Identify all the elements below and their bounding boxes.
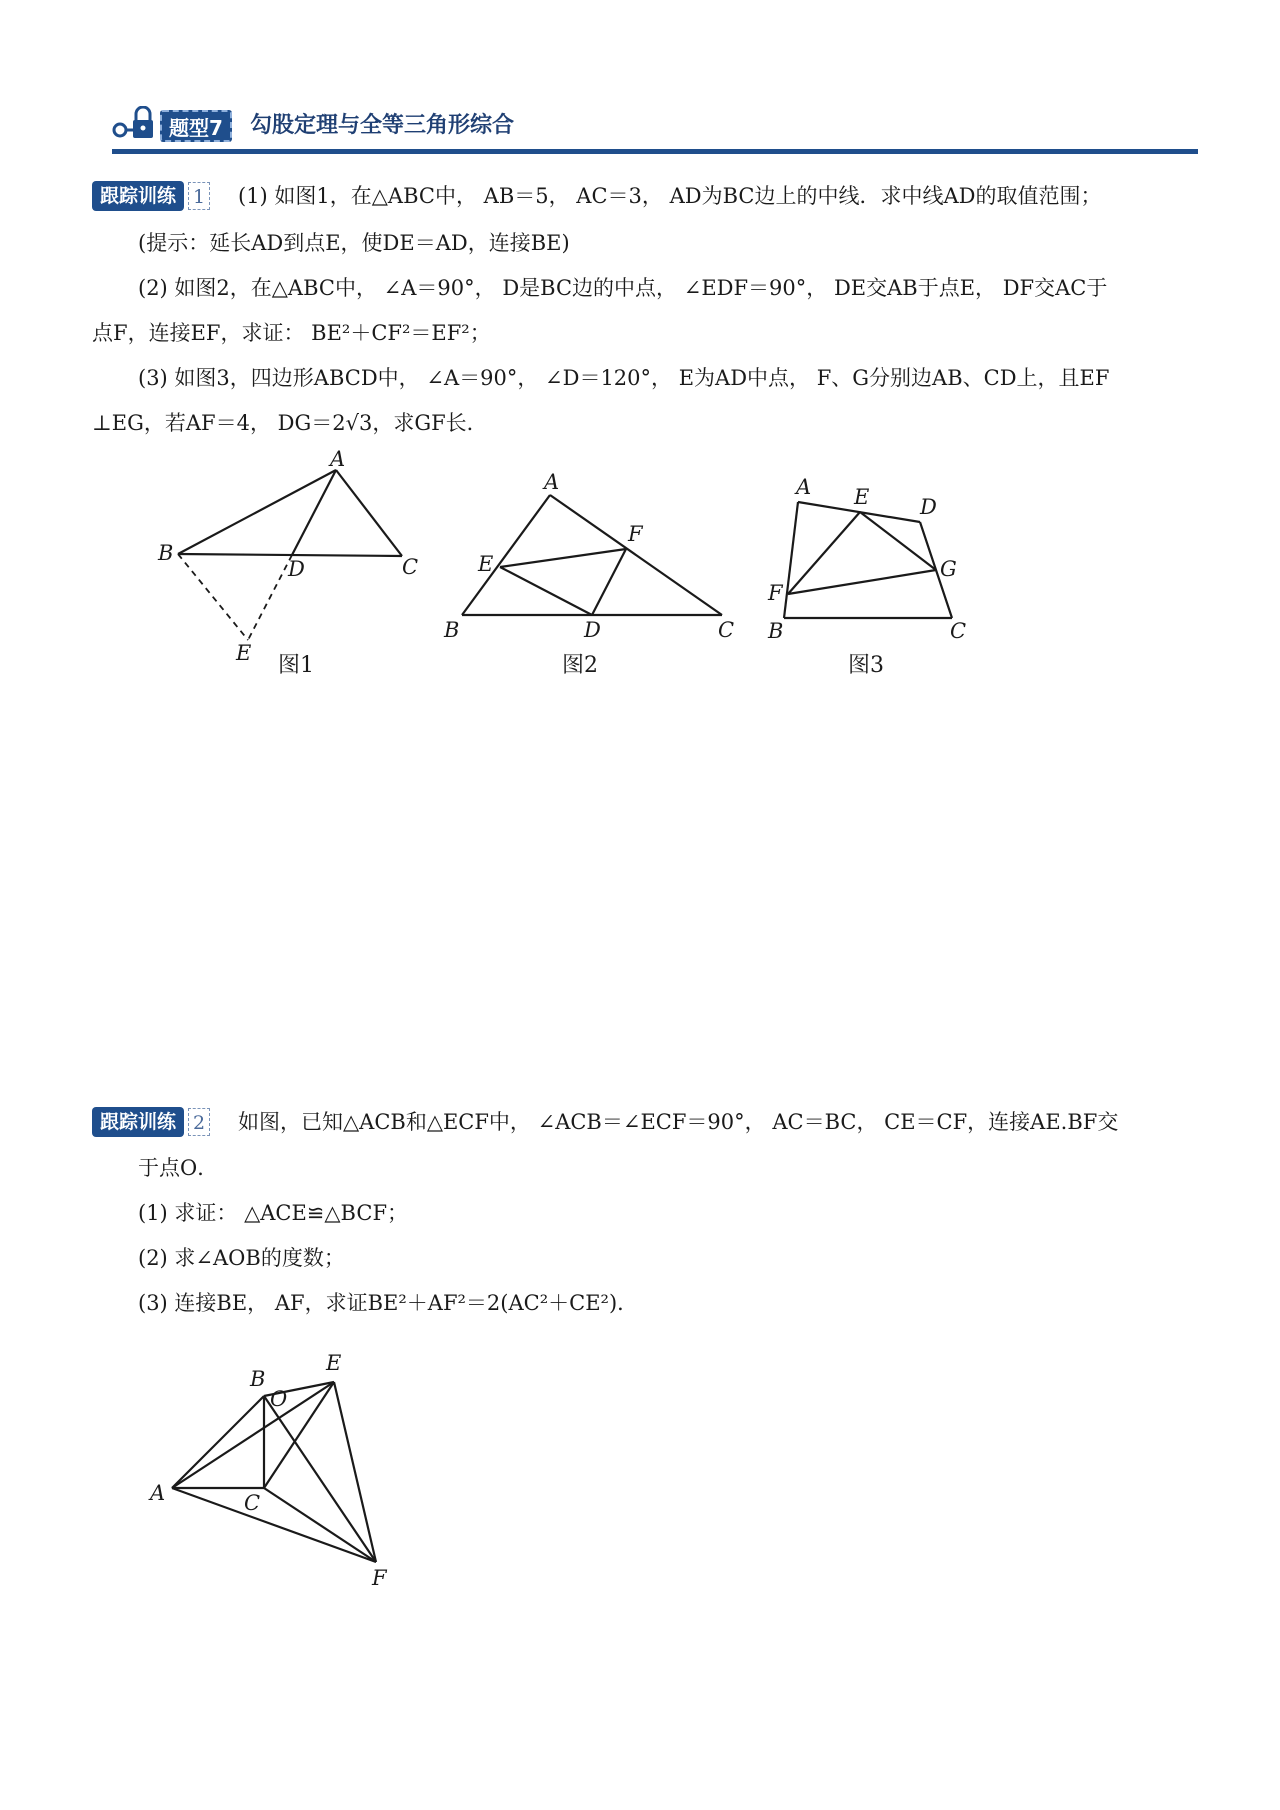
fig3-label-B: B [768, 619, 784, 643]
problem2-line-5: (3) 连接BE， AF，求证BE²＋AF²＝2(AC²＋CE²)． [138, 1291, 639, 1315]
fig1-seg-AC [336, 470, 402, 556]
fig3-label-F: F [768, 581, 783, 605]
fig2-seg-EF [500, 549, 626, 567]
figure-3-diagram [760, 470, 980, 645]
fig1-label-A: A [330, 448, 346, 471]
problem2-line-4: (2) 求∠AOB的度数； [138, 1246, 345, 1270]
fig3-label-C: C [950, 619, 967, 643]
fig3-label-D: D [920, 495, 937, 519]
fig-p2-seg-BF [264, 1396, 376, 1562]
fig1-seg-DE [248, 555, 292, 640]
lock-key-icon [112, 106, 158, 144]
figure-1-diagram [150, 448, 430, 668]
section-badge: 题型7 [160, 110, 232, 142]
fig-p2-seg-CF [264, 1488, 376, 1562]
fig3-seg-AB [784, 502, 798, 618]
fig2-label-D: D [584, 618, 601, 640]
fig3-seg-FG [788, 570, 936, 594]
figure-3-caption: 图3 [848, 653, 884, 678]
problem1-line-3: (2) 如图2，在△ABC中， ∠A＝90°， D是BC边的中点， ∠EDF＝90°， DE交AB于点E， DF交AC于 [138, 276, 1108, 300]
fig-p2-label-O: O [270, 1387, 288, 1411]
problem2-tag [92, 1106, 210, 1138]
fig3-seg-EF [788, 512, 860, 594]
header-rule [112, 149, 1198, 154]
fig-p2-label-E: E [326, 1351, 342, 1375]
fig1-label-C: C [402, 555, 419, 579]
fig1-seg-BC [178, 554, 402, 556]
problem1-line-2: (提示：延长AD到点E，使DE＝AD，连接BE) [138, 231, 570, 255]
problem1-line-6: ⊥EG，若AF＝4， DG＝2√3，求GF长． [92, 411, 488, 435]
problem2-line-1: 如图，已知△ACB和△ECF中， ∠ACB＝∠ECF＝90°， AC＝BC， CE＝CF，连接AE.BF交 [238, 1110, 1119, 1134]
fig2-seg-DE [500, 567, 592, 615]
fig2-label-F: F [628, 522, 643, 546]
fig-p2-seg-AF [172, 1488, 376, 1562]
figure-2-diagram [440, 465, 740, 640]
problem2-tag-number: 2 [188, 1108, 210, 1136]
problem1-tag [92, 180, 210, 212]
section-title: 勾股定理与全等三角形综合 [250, 113, 515, 138]
fig-p2-seg-AE [172, 1382, 334, 1488]
fig3-label-E: E [854, 485, 870, 509]
fig3-seg-EG [860, 512, 936, 570]
fig1-label-E: E [236, 641, 252, 665]
problem2-tag-label: 跟踪训练 [92, 1107, 184, 1137]
fig3-label-A: A [796, 475, 812, 499]
fig2-label-B: B [444, 618, 460, 640]
problem1-line-1: (1) 如图1，在△ABC中， AB＝5， AC＝3， AD为BC边上的中线．求中线AD的取值范围； [238, 184, 1102, 208]
problem2-line-2: 于点O． [138, 1156, 219, 1180]
problem2-line-3: (1) 求证： △ACE≌△BCF； [138, 1201, 409, 1225]
fig-p2-label-B: B [250, 1367, 266, 1391]
figure-2-caption: 图2 [562, 653, 598, 678]
figure-1-caption: 图1 [278, 653, 314, 678]
fig3-label-G: G [940, 557, 957, 581]
fig-p2-label-C: C [244, 1491, 261, 1515]
fig2-seg-AB [462, 495, 550, 615]
fig-p2-label-A: A [150, 1481, 166, 1505]
problem1-line-4: 点F，连接EF，求证： BE²＋CF²＝EF²； [92, 321, 491, 345]
fig-p2-seg-EF [334, 1382, 376, 1562]
fig2-seg-DF [592, 549, 626, 615]
fig1-seg-AB [178, 470, 336, 554]
fig-p2-seg-AB [172, 1396, 264, 1488]
fig1-label-B: B [158, 541, 174, 565]
problem1-tag-label: 跟踪训练 [92, 181, 184, 211]
problem2-figure-diagram [140, 1340, 400, 1600]
fig2-seg-AC [550, 495, 722, 615]
problem1-line-5: (3) 如图3，四边形ABCD中， ∠A＝90°， ∠D＝120°， E为AD中点， F、G分别边AB、CD上，且EF [138, 366, 1110, 390]
fig2-label-A: A [544, 470, 560, 494]
problem1-tag-number: 1 [188, 182, 210, 210]
fig1-seg-BE [178, 554, 248, 640]
fig-p2-label-F: F [372, 1566, 387, 1590]
fig2-label-E: E [478, 552, 494, 576]
fig2-label-C: C [718, 618, 735, 640]
fig1-label-D: D [288, 557, 305, 581]
